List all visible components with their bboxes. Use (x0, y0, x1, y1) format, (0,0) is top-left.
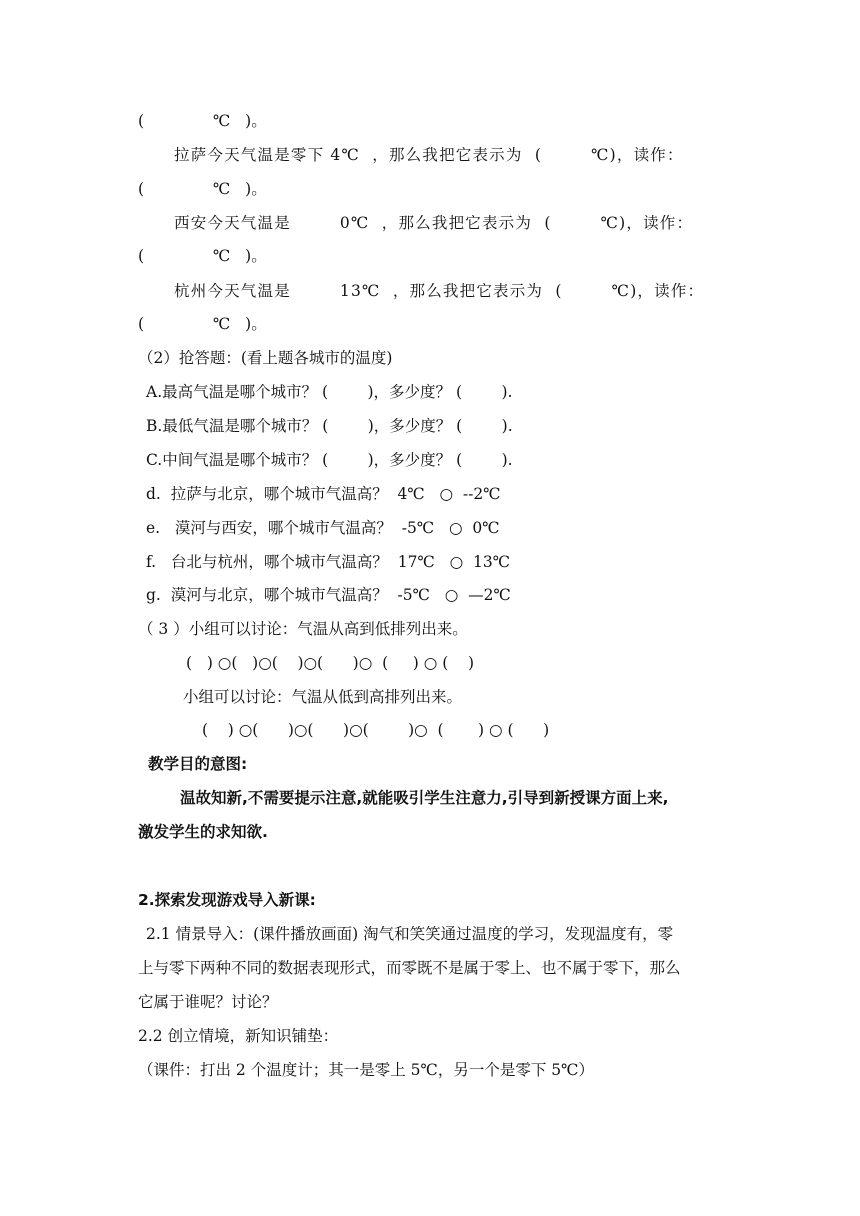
text-line: e. 漠河与西安，哪个城市气温高？ -5℃ ○ 0℃ (146, 519, 500, 537)
text-line: d. 拉萨与北京，哪个城市气温高？ 4℃ ○ --2℃ (146, 485, 501, 503)
text-line: ( ) ○( )○( )○( )○ ( ) ○ ( ) (186, 654, 474, 672)
text-line: ( ℃ )。 (138, 247, 267, 265)
text-line: 西安今天气温是 0℃ ，那么我把它表示为 ( ℃)，读作： (174, 214, 694, 232)
text-line: 2.1 情景导入：(课件播放画面) 淘气和笑笑通过温度的学习，发现温度有，零 (146, 925, 674, 943)
text-line: f. 台北与杭州，哪个城市气温高？ 17℃ ○ 13℃ (146, 553, 511, 571)
text-line: C.中间气温是哪个城市？ ( )，多少度？ ( ). (146, 451, 513, 469)
section-heading: 教学目的意图: (148, 755, 248, 773)
text-line: 杭州今天气温是 13℃ ，那么我把它表示为 ( ℃)，读作： (174, 282, 705, 300)
section-heading: 2.探索发现游戏导入新课: (138, 891, 316, 909)
text-line: ( ) ○( )○( )○( )○ ( ) ○ ( ) (202, 721, 550, 739)
text-line: ( ℃ )。 (138, 112, 267, 130)
text-line: （2）抢答题：(看上题各城市的温度) (138, 349, 393, 367)
text-line: ( ℃ )。 (138, 180, 267, 198)
text-line: B.最低气温是哪个城市？ ( )，多少度？ ( ). (146, 417, 513, 435)
text-line: g. 漠河与北京，哪个城市气温高？ -5℃ ○ —2℃ (146, 586, 511, 604)
bold-paragraph-line: 激发学生的求知欲. (138, 823, 268, 841)
text-line: ( ℃ )。 (138, 315, 267, 333)
text-line: 拉萨今天气温是零下 4℃ ，那么我把它表示为 ( ℃)，读作： (174, 146, 684, 164)
text-line: （课件：打出 2 个温度计；其一是零上 5℃，另一个是零下 5℃） (138, 1061, 594, 1079)
text-line: 它属于谁呢？讨论？ (138, 993, 278, 1011)
text-line: 小组可以讨论：气温从低到高排列出来。 (183, 688, 463, 706)
bold-paragraph-line: 温故知新,不需要提示注意,就能吸引学生注意力,引导到新授课方面上来, (180, 789, 669, 807)
text-line: 2.2 创立情境，新知识铺垫： (138, 1027, 339, 1045)
text-line: A.最高气温是哪个城市？ ( )，多少度？ ( ). (146, 383, 513, 401)
text-line: （ 3 ）小组可以讨论：气温从高到低排列出来。 (138, 620, 468, 638)
text-line: 上与零下两种不同的数据表现形式，而零既不是属于零上、也不属于零下，那么 (138, 959, 681, 977)
